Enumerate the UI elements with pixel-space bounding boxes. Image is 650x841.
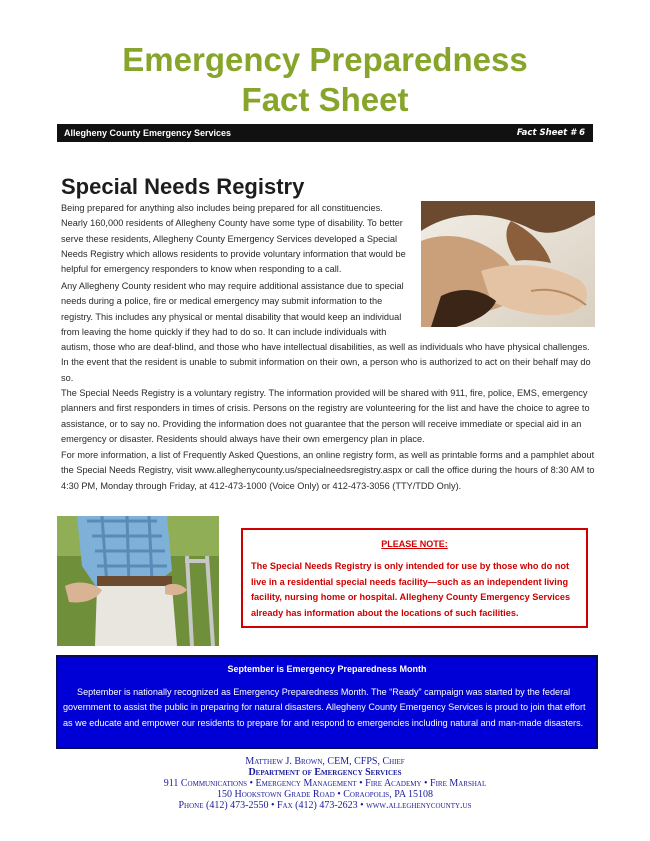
month-box-heading: September is Emergency Preparedness Month	[227, 664, 427, 674]
note-body: The Special Needs Registry is only intended for use by those who do not live in a residential special needs facility—such as an independent living facility, nursing home or hospital. Allegheny County Emergency Services already has information about the locations of such facilities.	[251, 561, 571, 618]
footer-department: Department of Emergency Services	[248, 767, 402, 778]
footer-contact: Phone (412) 473-2550 • Fax (412) 473-2623 • www.alleghenycounty.us	[178, 800, 472, 811]
header-band	[57, 124, 593, 142]
band-org-name: Allegheny County Emergency Services	[64, 128, 232, 138]
paragraph-3: The Special Needs Registry is a voluntary registry. The information provided will be shared with 911, fire, police, EMS, emergency planners and first responders in times of crisis. Persons on the registry are volunteering for the list and have the choice to agree to assistance, or to say no. Providing the information does not guarantee that the person will receive immediate or special aid in an emergency or disaster. Residents should always have their own emergency plan in place.	[61, 388, 590, 444]
title-line-1: Emergency Preparedness	[122, 41, 528, 78]
footer-address: 150 Hookstown Grade Road • Coraopolis, PA 15108	[216, 789, 434, 800]
paragraph-2a: Any Allegheny County resident who may require additional assistance due to special needs during a police, fire or medical emergency may submit information to the registry. This includes any physical or mental disability that would keep an individual from leaving the home quickly if they had to do so. It can include individuals with	[61, 281, 404, 337]
page-title	[0, 40, 650, 120]
walker-photo	[57, 516, 219, 646]
section-heading: Special Needs Registry	[61, 174, 305, 199]
please-note-box	[241, 528, 588, 628]
paragraph-4: For more information, a list of Frequently Asked Questions, an online registry form, as well as printable forms and a pamphlet about the Special Needs Registry, visit www.alleghenycounty.us/specialneedsregistry.aspx or call the office during the hours of 8:30 AM to 4:30 PM, Monday through Friday, at 412-473-1000 (Voice Only) or 412-473-3056 (TTY/TDD Only).	[61, 450, 595, 491]
month-box-body: September is nationally recognized as Emergency Preparedness Month. The “Ready” campaign was started by the federal government to assist the public in preparing for natural disasters. Allegheny County Emergency Services is proud to join that effort as we educate and empower our residents to prepare for and respond to emergencies including natural and man-made disasters.	[63, 687, 586, 728]
band-fact-sheet-number: Fact Sheet # 6	[516, 128, 585, 138]
footer-divisions: 911 Communications • Emergency Management • Fire Academy • Fire Marshal	[163, 778, 487, 789]
hands-photo	[421, 201, 595, 327]
footer-chief: Matthew J. Brown, CEM, CFPS, Chief	[245, 756, 405, 767]
note-heading: PLEASE NOTE:	[381, 539, 448, 549]
title-line-2: Fact Sheet	[241, 81, 409, 118]
paragraph-1: Being prepared for anything also includes being prepared for all constituencies. Nearly 160,000 residents of Allegheny County have some type of disability. To better serve these residents, Allegheny County Emergency Services developed a Special Needs Registry which allows residents to provide voluntary information that would be helpful for emergency responders to know when responding to a call.	[61, 203, 406, 275]
paragraph-2b: autism, those who are deaf-blind, and those who have intellectual disabilities, as well as individuals who have physical challenges. In the event that the resident is unable to submit information on their own, a person who is authorized to act on their behalf may do so.	[61, 342, 591, 383]
preparedness-month-box	[56, 655, 598, 749]
